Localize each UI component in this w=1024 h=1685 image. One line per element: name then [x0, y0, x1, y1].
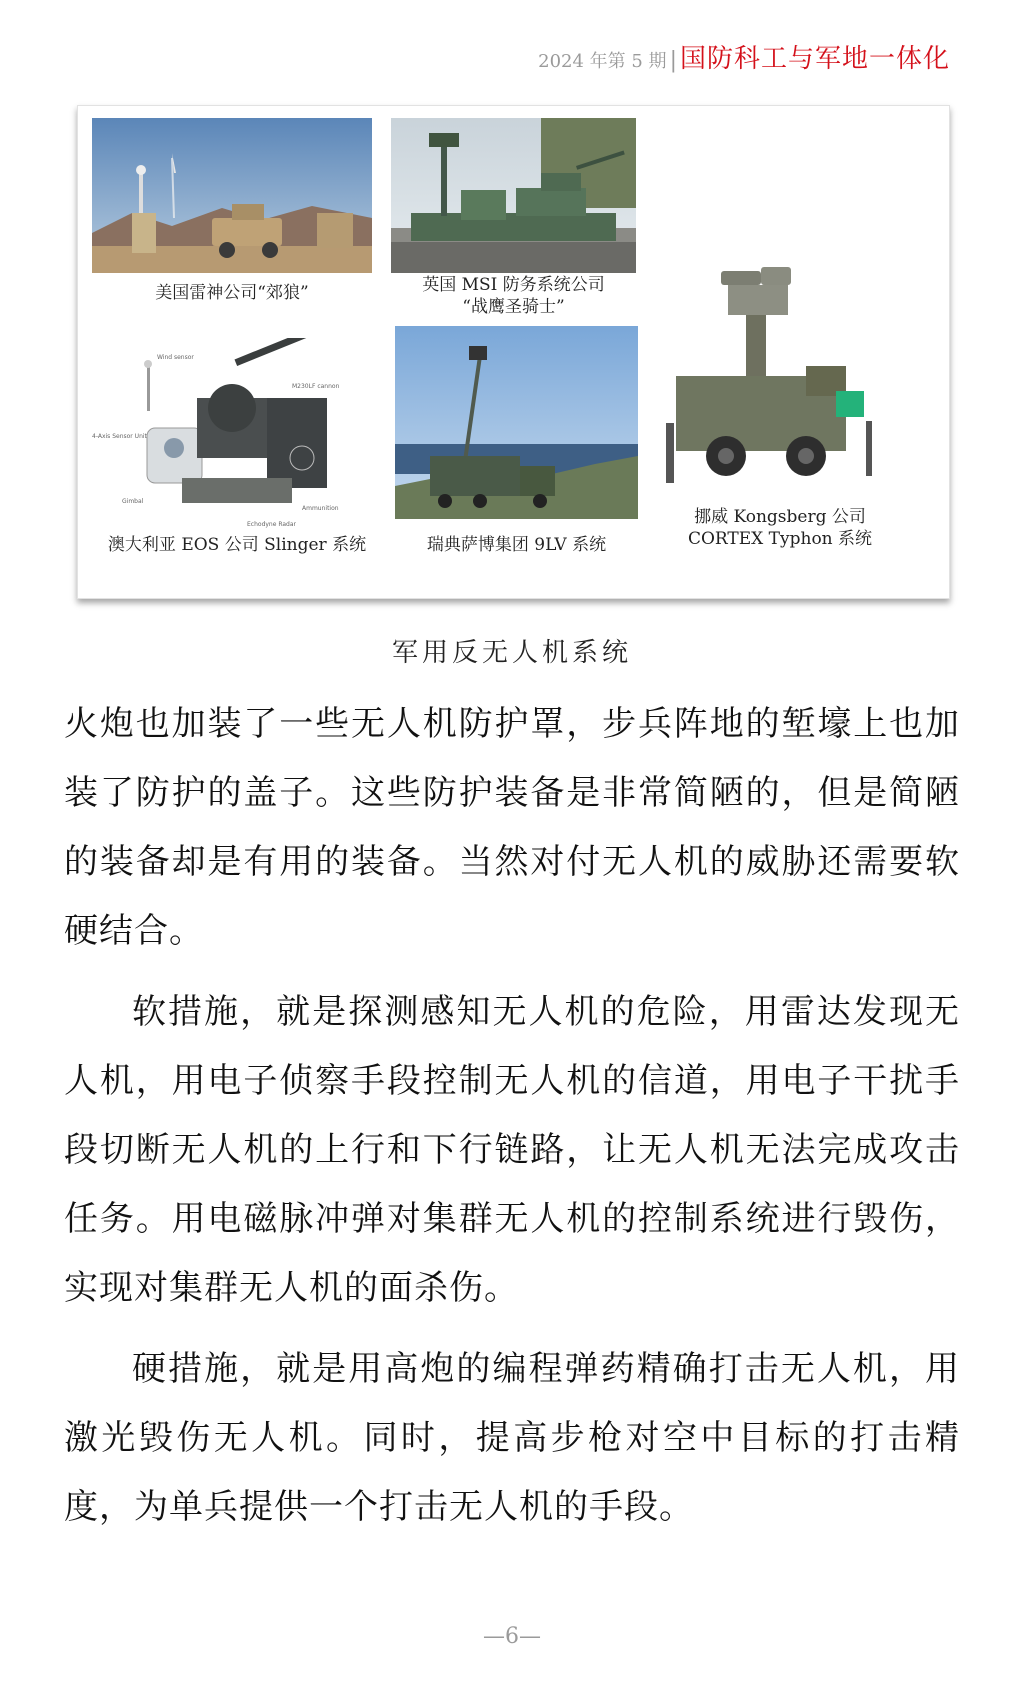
photo-saab	[395, 326, 638, 519]
label-wind-sensor: Wind sensor	[157, 354, 194, 361]
photo-coyote	[92, 118, 372, 273]
label-ammunition: Ammunition	[302, 505, 339, 512]
caption-msi	[391, 274, 636, 318]
photo-msi	[391, 118, 636, 273]
label-cannon: M230LF cannon	[292, 383, 340, 390]
photo-kongsberg	[666, 251, 894, 496]
header-separator: |	[669, 48, 677, 73]
page-number: —6—	[483, 1624, 541, 1649]
page-header	[538, 38, 950, 75]
paragraph-3: 硬措施，就是用高炮的编程弹药精确打击无人机，用激光毁伤无人机。同时，提高步枪对空中目标的打击精度，为单兵提供一个打击无人机的手段。	[64, 1349, 960, 1527]
caption-coyote	[92, 282, 372, 304]
caption-line: 澳大利亚 EOS 公司 Slinger 系统	[107, 535, 367, 555]
caption-slinger	[92, 534, 382, 556]
label-gimbal: Gimbal	[122, 498, 144, 505]
paragraph-1: 火炮也加装了一些无人机防护罩，步兵阵地的堑壕上也加装了防护的盖子。这些防护装备是非常简陋的，但是简陋的装备却是有用的装备。当然对付无人机的威胁还需要软硬结合。	[64, 704, 960, 951]
label-radar: Echodyne Radar	[247, 521, 296, 528]
caption-line: “战鹰圣骑士”	[462, 297, 565, 317]
article-body	[64, 690, 960, 1542]
figure-caption: 军用反无人机系统	[391, 638, 632, 668]
caption-line: CORTEX Typhon 系统	[687, 529, 873, 549]
issue-label: 2024 年第 5 期	[538, 51, 667, 72]
figure-panel	[77, 105, 950, 599]
caption-kongsberg	[666, 506, 894, 550]
label-sensor-unit: 4-Axis Sensor Unit	[92, 433, 147, 440]
caption-saab	[395, 534, 638, 556]
caption-line: 美国雷神公司“郊狼”	[155, 283, 309, 303]
caption-line: 英国 MSI 防务系统公司	[422, 275, 605, 295]
photo-slinger	[92, 338, 382, 533]
column-title: 国防科工与军地一体化	[679, 44, 950, 74]
caption-line: 挪威 Kongsberg 公司	[694, 507, 866, 527]
caption-line: 瑞典萨博集团 9LV 系统	[426, 535, 607, 555]
paragraph-2: 软措施，就是探测感知无人机的危险，用雷达发现无人机，用电子侦察手段控制无人机的信道，用电子干扰手段切断无人机的上行和下行链路，让无人机无法完成攻击任务。用电磁脉冲弹对集群无人机的控制系统进行毁伤，实现对集群无人机的面杀伤。	[64, 992, 960, 1308]
